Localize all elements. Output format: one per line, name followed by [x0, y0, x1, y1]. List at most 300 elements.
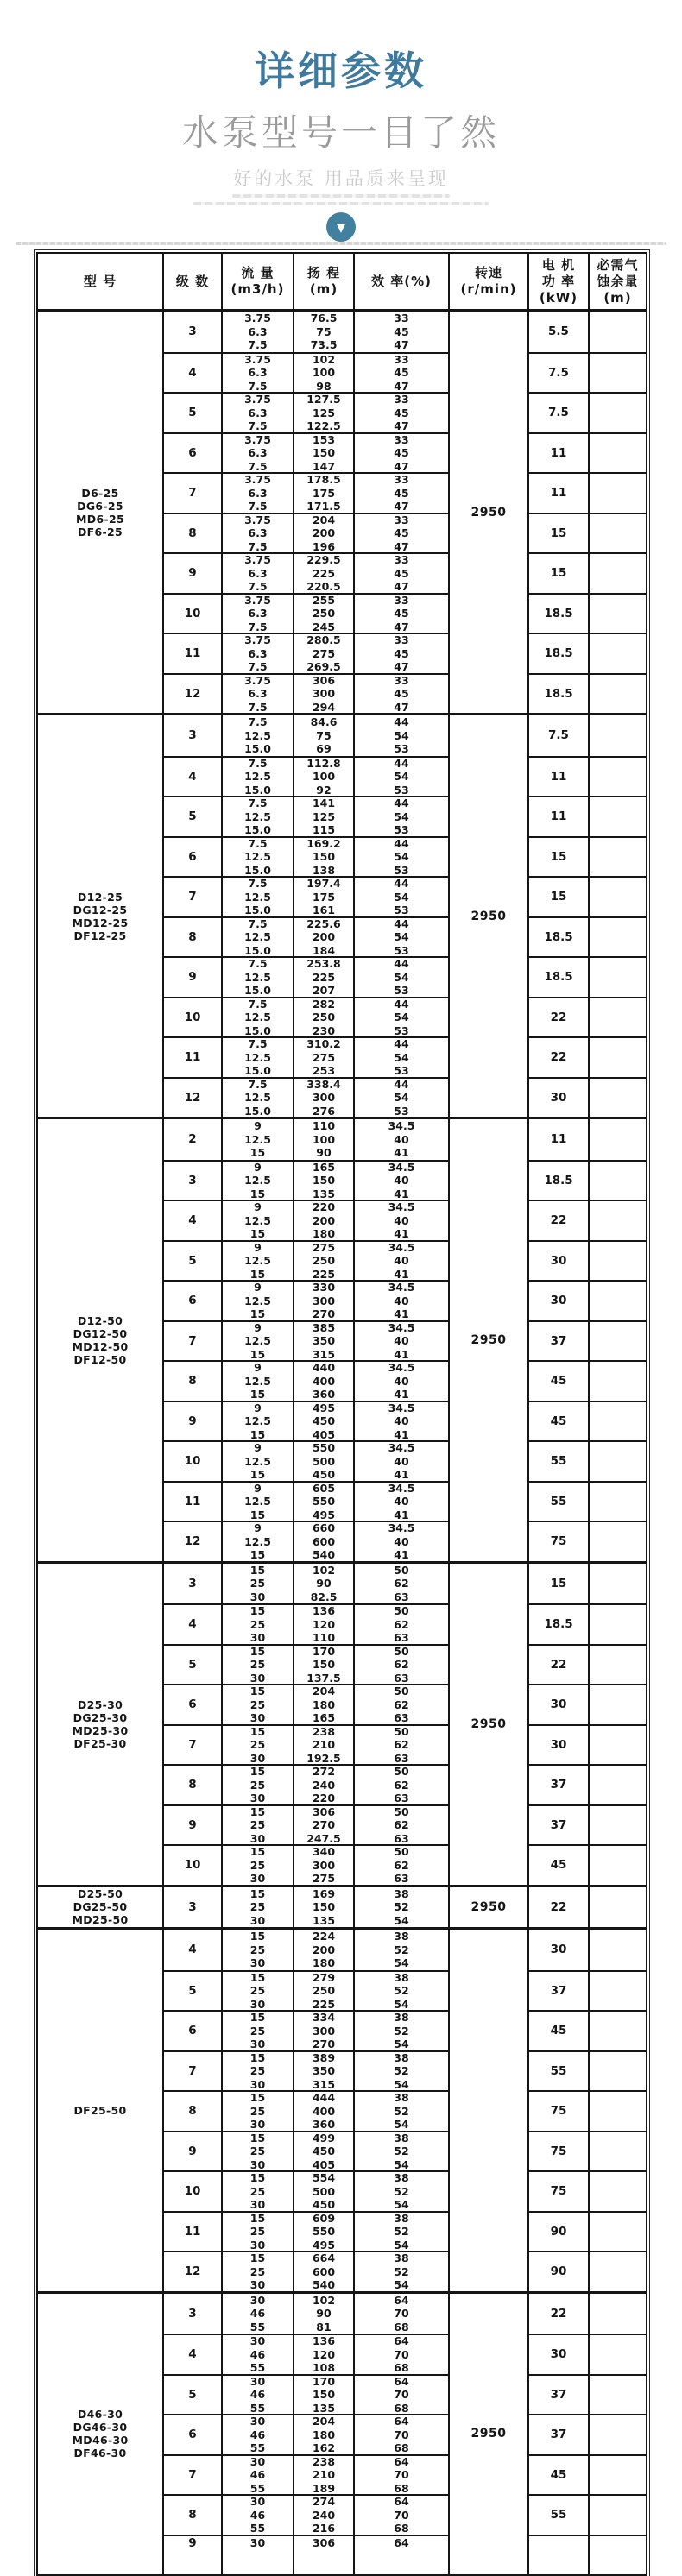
head-values-line: 350	[312, 1334, 336, 1347]
flow-values	[221, 2090, 293, 2131]
motor-power-value-line: 22	[550, 1899, 567, 1914]
col-header-speed	[448, 254, 527, 309]
flow-values-line: 25	[249, 1984, 266, 1997]
model-name	[38, 1564, 162, 1885]
model-group	[38, 1885, 646, 1928]
head-values	[293, 1440, 353, 1481]
npsh-cell	[588, 392, 646, 432]
flow-values	[221, 1724, 293, 1765]
stage-count	[162, 593, 221, 633]
motor-power-value-line: 45	[550, 1858, 567, 1873]
efficiency-values-line: 47	[394, 500, 409, 513]
head-values-line: 150	[312, 850, 336, 863]
flow-values-line: 15.0	[244, 783, 271, 796]
stage-count	[162, 2334, 221, 2374]
motor-power-value	[527, 472, 588, 513]
motor-power-value-line: 45	[550, 2024, 567, 2038]
stage-count	[162, 715, 221, 756]
head-values-line: 220.5	[306, 580, 341, 593]
motor-power-value-line: 37	[550, 1333, 567, 1348]
head-values-line: 230	[312, 1023, 336, 1036]
flow-values-line: 25	[249, 1943, 266, 1956]
model-name-line: MD12-25	[72, 916, 129, 929]
head-values-line: 98	[316, 379, 332, 392]
head-values-line: 275	[312, 1240, 336, 1254]
flow-values-line: 7.5	[248, 756, 268, 770]
motor-power-value	[527, 997, 588, 1037]
model-name-line: DG6-25	[77, 499, 123, 513]
head-values-line: 125	[312, 406, 336, 419]
flow-values	[221, 2494, 293, 2535]
motor-power-value-line: 37	[550, 1778, 567, 1792]
head-values-line: 200	[312, 930, 336, 943]
efficiency-values-line: 34.5	[388, 1119, 415, 1132]
model-group	[38, 713, 646, 1117]
flow-values-line: 15	[249, 1548, 266, 1561]
efficiency-values-line: 70	[394, 2388, 409, 2401]
stage-count-line: 4	[188, 2347, 197, 2362]
flow-values	[221, 916, 293, 957]
efficiency-values-line: 34.5	[388, 1521, 415, 1534]
flow-values-line: 12.5	[244, 1091, 271, 1104]
motor-power-value	[527, 2374, 588, 2415]
motor-power-value	[527, 2211, 588, 2252]
col-header-head	[293, 254, 353, 309]
efficiency-values-line: 50	[394, 1724, 409, 1738]
efficiency-values-line: 40	[394, 1132, 409, 1146]
flow-values	[221, 1360, 293, 1401]
head-values	[293, 432, 353, 473]
efficiency-values-line: 40	[394, 1174, 409, 1187]
model-group	[38, 309, 646, 713]
npsh-cell	[588, 1077, 646, 1118]
head-values-line: 450	[312, 1468, 336, 1481]
flow-values-line: 25	[249, 2145, 266, 2157]
efficiency-values-line: 54	[394, 2278, 409, 2291]
flow-values-line: 15	[249, 1685, 266, 1697]
efficiency-values	[353, 997, 448, 1037]
head-values-line: 269.5	[306, 660, 341, 673]
head-values-line: 169.2	[306, 836, 341, 850]
head-values-line: 540	[312, 2278, 336, 2291]
flow-values-line: 12.5	[244, 930, 271, 943]
efficiency-values-line: 45	[394, 607, 409, 620]
motor-power-value	[527, 1360, 588, 1401]
motor-power-value	[527, 1160, 588, 1200]
efficiency-values	[353, 1320, 448, 1361]
head-values-line: 225	[312, 566, 336, 580]
flow-values-line: 15	[249, 1307, 266, 1320]
efficiency-values	[353, 593, 448, 633]
stage-count	[162, 1036, 221, 1077]
flow-values-line: 25	[249, 1818, 266, 1831]
head-values-line: 73.5	[310, 338, 338, 351]
flow-values-line: 7.5	[248, 700, 268, 713]
efficiency-values	[353, 796, 448, 836]
efficiency-values-line: 64	[394, 2535, 409, 2549]
head-values	[293, 352, 353, 393]
flow-values-line: 30	[249, 1831, 266, 1844]
head-values-line: 180	[312, 1697, 336, 1711]
model-name-line: DG12-25	[73, 903, 128, 916]
efficiency-values-line: 54	[394, 1011, 409, 1023]
flow-values-line: 7.5	[248, 419, 268, 432]
speed-value-line: 2950	[470, 1332, 507, 1347]
flow-values-line: 30	[249, 1631, 266, 1644]
motor-power-value	[527, 1119, 588, 1160]
stage-count	[162, 1521, 221, 1561]
efficiency-values-line: 68	[394, 2320, 409, 2334]
flow-values-line: 30	[249, 2334, 266, 2347]
flow-values-line: 25	[249, 1778, 266, 1792]
stage-count	[162, 756, 221, 797]
motor-power-value-line: 11	[550, 486, 567, 501]
stage-count	[162, 1887, 221, 1928]
flow-values	[221, 1240, 293, 1281]
stage-count-line: 12	[184, 686, 201, 701]
efficiency-values-line: 47	[394, 620, 409, 633]
flow-values-line: 30	[249, 1872, 266, 1885]
stage-count	[162, 312, 221, 352]
efficiency-values-line: 34.5	[388, 1160, 415, 1174]
flow-values-line: 25	[249, 2064, 266, 2077]
stage-count	[162, 1764, 221, 1804]
motor-power-value	[527, 1684, 588, 1724]
flow-values-line: 15	[249, 1804, 266, 1818]
motor-power-value	[527, 2414, 588, 2454]
motor-power-value	[527, 1320, 588, 1361]
motor-power-value-line: 7.5	[548, 365, 569, 380]
efficiency-values	[353, 956, 448, 997]
model-name-line: D25-50	[77, 1887, 123, 1901]
head-values-line: 225	[312, 1267, 336, 1280]
efficiency-values-line: 38	[394, 2211, 409, 2225]
efficiency-values	[353, 2050, 448, 2091]
flow-values-line: 9	[254, 1521, 262, 1534]
flow-values-line: 3.75	[244, 473, 271, 486]
flow-values-line: 7.5	[248, 1037, 268, 1050]
stage-count	[162, 2010, 221, 2050]
npsh-cell	[588, 1930, 646, 1970]
head-values-line: 224	[312, 1930, 336, 1943]
head-values-line: 153	[312, 432, 336, 446]
flow-values-line: 30	[249, 2293, 266, 2307]
head-values	[293, 2454, 353, 2495]
efficiency-values-line: 64	[394, 2334, 409, 2347]
efficiency-values-line: 45	[394, 566, 409, 580]
efficiency-values	[353, 1440, 448, 1481]
efficiency-values-line: 62	[394, 1738, 409, 1751]
head-values-line: 500	[312, 1454, 336, 1468]
flow-values-line: 9	[254, 1200, 262, 1213]
head-values-line: 135	[312, 1913, 336, 1927]
motor-power-value	[527, 756, 588, 797]
motor-power-value-line: 15	[550, 526, 567, 540]
efficiency-values-line: 52	[394, 2225, 409, 2238]
head-values-line: 150	[312, 2388, 336, 2401]
npsh-cell	[588, 432, 646, 473]
efficiency-values-line: 41	[394, 1468, 409, 1481]
head-values-line: 197.4	[306, 877, 341, 890]
flow-values-line: 30	[249, 2198, 266, 2211]
head-values-line: 84.6	[310, 715, 338, 728]
flow-values-line: 25	[249, 1617, 266, 1631]
motor-power-value	[527, 1844, 588, 1885]
npsh-cell	[588, 1440, 646, 1481]
efficiency-values-line: 41	[394, 1227, 409, 1240]
head-values-line: 200	[312, 1943, 336, 1956]
motor-power-value-line: 15	[550, 849, 567, 864]
npsh-cell	[588, 1603, 646, 1644]
col-header-power	[527, 254, 588, 309]
efficiency-values-line: 63	[394, 1631, 409, 1644]
stage-count	[162, 2131, 221, 2171]
flow-values-line: 3.75	[244, 393, 271, 406]
motor-power-value-line: 45	[550, 1414, 567, 1428]
stage-count-line: 8	[188, 2508, 197, 2522]
motor-power-value-line: 30	[550, 1294, 567, 1308]
head-values-line: 110	[312, 1631, 336, 1644]
efficiency-values-line: 62	[394, 1818, 409, 1831]
head-values-line: 220	[312, 1792, 336, 1804]
stage-count-line: 4	[188, 1213, 197, 1228]
col-header-power-line: 电 机	[541, 256, 576, 273]
flow-values-line: 7.5	[248, 1077, 268, 1091]
flow-values	[221, 796, 293, 836]
head-values-line: 495	[312, 1508, 336, 1521]
head-values-line: 161	[312, 904, 336, 916]
stage-count-line: 5	[188, 1983, 197, 1998]
stage-count	[162, 1401, 221, 1441]
head-values-line: 210	[312, 1738, 336, 1751]
motor-power-value-line: 11	[550, 769, 567, 784]
col-header-npsh-line: (m)	[603, 289, 632, 305]
efficiency-values-line: 40	[394, 1414, 409, 1427]
col-header-flow	[221, 254, 293, 309]
stage-count-line: 11	[184, 1494, 201, 1508]
efficiency-values-line: 33	[394, 473, 409, 486]
head-values	[293, 1764, 353, 1804]
efficiency-values-line: 63	[394, 1711, 409, 1724]
efficiency-values-line: 44	[394, 756, 409, 770]
efficiency-values	[353, 2251, 448, 2291]
efficiency-values-line: 34.5	[388, 1281, 415, 1294]
efficiency-values-line: 38	[394, 1930, 409, 1943]
flow-values-line: 30	[249, 2415, 266, 2428]
stage-count-line: 6	[188, 849, 197, 864]
stage-count	[162, 1360, 221, 1401]
motor-power-value	[527, 2294, 588, 2334]
efficiency-values	[353, 2170, 448, 2211]
efficiency-values-line: 54	[394, 1050, 409, 1064]
efficiency-values-line: 63	[394, 1751, 409, 1764]
efficiency-values-line: 47	[394, 539, 409, 552]
flow-values	[221, 472, 293, 513]
stage-count-line: 4	[188, 365, 197, 380]
col-header-stages-line: 级 数	[175, 273, 210, 289]
head-values-line: 250	[312, 1984, 336, 1997]
head-values-line: 82.5	[310, 1590, 338, 1603]
efficiency-values-line: 34.5	[388, 1240, 415, 1254]
head-values	[293, 2535, 353, 2575]
head-values	[293, 392, 353, 432]
col-header-model	[38, 254, 162, 309]
stage-count-line: 11	[184, 646, 201, 661]
motor-power-value-line: 18.5	[544, 606, 573, 620]
stage-count-line: 5	[188, 2387, 197, 2402]
flow-values-line: 12.5	[244, 970, 271, 984]
flow-values-line: 7.5	[248, 877, 268, 890]
flow-values-line: 15	[249, 1146, 266, 1159]
efficiency-values-line: 33	[394, 352, 409, 366]
motor-power-value-line: 7.5	[548, 728, 569, 743]
npsh-cell	[588, 2170, 646, 2211]
npsh-cell	[588, 2494, 646, 2535]
npsh-cell	[588, 1280, 646, 1320]
head-values	[293, 1804, 353, 1845]
flow-values-line: 12.5	[244, 1213, 271, 1227]
flow-values-line: 7.5	[248, 500, 268, 513]
efficiency-values-line: 41	[394, 1427, 409, 1440]
head-values-line: 600	[312, 1534, 336, 1548]
head-values	[293, 312, 353, 352]
head-values-line: 338.4	[306, 1077, 341, 1091]
head-values-line: 102	[312, 2293, 336, 2307]
flow-values-line: 30	[249, 2278, 266, 2291]
head-values-line: 664	[312, 2252, 336, 2264]
head-values	[293, 1036, 353, 1077]
flow-values-line: 12.5	[244, 1050, 271, 1064]
motor-power-value	[527, 1077, 588, 1118]
efficiency-values-line: 47	[394, 459, 409, 472]
motor-power-value	[527, 1970, 588, 2011]
efficiency-values	[353, 1036, 448, 1077]
head-values-line: 270	[312, 1818, 336, 1831]
efficiency-values-line: 45	[394, 526, 409, 539]
head-values	[293, 1119, 353, 1160]
motor-power-value	[527, 1804, 588, 1845]
flow-values	[221, 876, 293, 916]
stage-count	[162, 2170, 221, 2211]
flow-values-line: 12.5	[244, 809, 271, 823]
efficiency-values	[353, 432, 448, 473]
head-values	[293, 916, 353, 957]
stage-count-line: 6	[188, 2024, 197, 2038]
stage-count-line: 8	[188, 929, 197, 944]
spec-table	[36, 252, 647, 2576]
efficiency-values-line: 62	[394, 1858, 409, 1872]
npsh-cell	[588, 2294, 646, 2334]
col-header-flow-line: 流 量	[241, 265, 275, 280]
stage-count	[162, 2535, 221, 2575]
efficiency-values-line: 34.5	[388, 1200, 415, 1213]
motor-power-value-line: 75	[550, 2144, 567, 2158]
motor-power-value-line: 30	[550, 1697, 567, 1712]
flow-values-line: 6.3	[248, 607, 268, 620]
stage-count	[162, 956, 221, 997]
model-name-line: D25-30	[77, 1697, 123, 1711]
stage-count	[162, 2454, 221, 2495]
stage-count	[162, 1603, 221, 1644]
flow-values-line: 15.0	[244, 1064, 271, 1077]
npsh-cell	[588, 796, 646, 836]
flow-values	[221, 2334, 293, 2374]
efficiency-values-line: 38	[394, 2252, 409, 2264]
motor-power-value	[527, 916, 588, 957]
efficiency-values-line: 62	[394, 1617, 409, 1631]
efficiency-values-line: 63	[394, 1831, 409, 1844]
flow-values	[221, 836, 293, 877]
flow-values-line: 7.5	[248, 660, 268, 673]
model-name-line: DG12-50	[73, 1326, 128, 1340]
flow-values-line: 3.75	[244, 352, 271, 366]
head-values-line: 178.5	[306, 473, 341, 486]
flow-values-line: 15	[249, 1508, 266, 1521]
stage-count-line: 3	[188, 1899, 197, 1914]
efficiency-values-line: 34.5	[388, 1481, 415, 1495]
flow-values-line: 30	[249, 2118, 266, 2131]
stage-count-line: 11	[184, 1050, 201, 1065]
head-values	[293, 1320, 353, 1361]
efficiency-values-line: 47	[394, 338, 409, 351]
flow-values-line: 15	[249, 1267, 266, 1280]
flow-values	[221, 2131, 293, 2171]
head-values	[293, 997, 353, 1037]
head-values-line: 189	[312, 2481, 336, 2494]
efficiency-values	[353, 2131, 448, 2171]
efficiency-values	[353, 1644, 448, 1685]
flow-values	[221, 1401, 293, 1441]
flow-values	[221, 392, 293, 432]
motor-power-value	[527, 2131, 588, 2171]
motor-power-value-line: 30	[550, 1253, 567, 1268]
head-values-line: 175	[312, 486, 336, 500]
motor-power-value-line: 15	[550, 1576, 567, 1590]
efficiency-values-line: 54	[394, 2157, 409, 2170]
npsh-cell	[588, 1684, 646, 1724]
head-values-line: 102	[312, 1563, 336, 1577]
model-name	[38, 2294, 162, 2575]
motor-power-value-line: 75	[550, 2184, 567, 2199]
head-values-line: 310.2	[306, 1037, 341, 1050]
flow-values	[221, 2294, 293, 2334]
efficiency-values	[353, 1481, 448, 1521]
head-values-line: 169	[312, 1886, 336, 1900]
efficiency-values-line: 63	[394, 1590, 409, 1603]
speed-value	[448, 312, 527, 713]
stage-count-line: 6	[188, 1294, 197, 1308]
flow-values-line: 15	[249, 2050, 266, 2064]
flow-values	[221, 1119, 293, 1160]
flow-values-line: 12.5	[244, 850, 271, 863]
efficiency-values	[353, 1160, 448, 1200]
npsh-cell	[588, 1844, 646, 1885]
efficiency-values-line: 41	[394, 1146, 409, 1159]
stage-count	[162, 1119, 221, 1160]
efficiency-values	[353, 1724, 448, 1765]
motor-power-value	[527, 2010, 588, 2050]
efficiency-values	[353, 1401, 448, 1441]
head-values-line: 136	[312, 1604, 336, 1617]
flow-values-line: 30	[249, 1956, 266, 1969]
flow-values-line: 15	[249, 1644, 266, 1658]
stage-count-line: 11	[184, 2224, 201, 2239]
efficiency-values	[353, 876, 448, 916]
efficiency-values-line: 50	[394, 1804, 409, 1818]
motor-power-value	[527, 1240, 588, 1281]
stage-count	[162, 1200, 221, 1240]
stage-count	[162, 352, 221, 393]
